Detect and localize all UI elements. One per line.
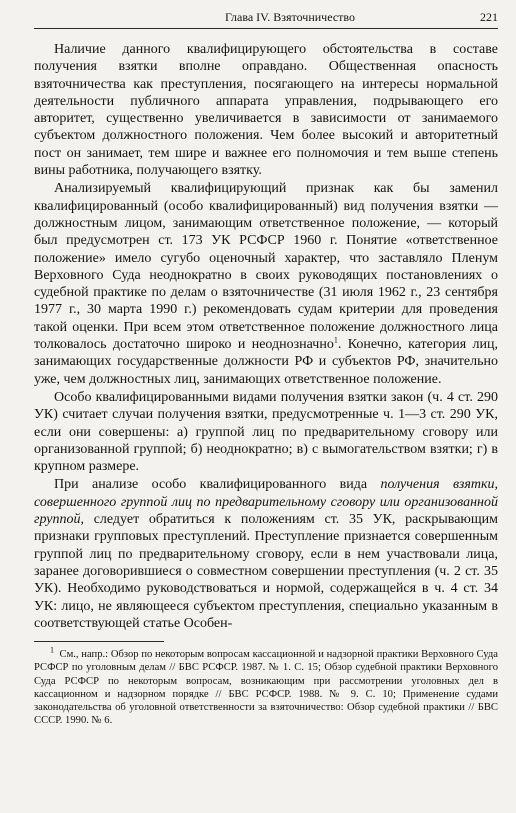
chapter-title: Глава IV. Взяточничество (224, 10, 355, 24)
paragraph: Особо квалифицированными видами получения взятки закон (ч. 4 ст. 290 УК) считает случаи получения взятки, предусмотренные ч. 1—3 ст. 290 УК, если они совершены: а) группой лиц по предварительному сговору или организованной группой; б) неоднократно; в) с вымогательством взятки; г) в крупном размере. (34, 389, 498, 475)
paragraph-text: Анализируемый квалифицирующий признак как бы заменил квалифицированный (особо квалифицированный) вид получения взятки — должностным лицом, занимающим ответственное положение, — который был предусмотрен ст. 173 УК РСФСР 1960 г. Понятие «ответственное положение» имело сугубо оценочный характер, что заставляло Пленум Верховного Суда неоднократно в своих руководящих постановлениях о судебной практике по делам о взяточничестве (31 июля 1962 г., 23 сентября 1977 г., 30 марта 1990 г.) рекомендовать судам критерии для проведения такой оценки. При всем этом ответственное положение должностного лица толковалось достаточно широко и неоднозначно (34, 181, 498, 353)
paragraph (34, 180, 498, 388)
footnote-text: См., напр.: Обзор по некоторым вопросам кассационной и надзорной практики Верховного Суда РСФСР по уголовным делам // БВС РСФСР. 1987. № 1. С. 15; Обзор судебной практики Верховного Суда РСФСР по некоторым вопросам, возникающим при рассмотрении уголовных дел в кассационном и надзорном порядке // БВС РСФСР. 1988. № 9. С. 10; Применение судами законодательства об уголовной ответственности за взяточничество: Обзор судебной практики // БВС СССР. 1990. № 6. (34, 649, 499, 727)
paragraph-text: При анализе особо квалифицированного вида (54, 477, 381, 493)
footnote-reference[interactable]: 1 (333, 335, 338, 345)
paragraph-text: , следует обратиться к положениям ст. 35 УК, раскрывающим признаки групповых преступлений. Преступление признается совершенным группой лиц по предварительному сговору, если в нем участвовали лица, заранее договорившиеся о совместном совершении преступления (ч. 2 ст. 35 УК). Необходимо руководствоваться и нормой, содержащейся в ч. 4 ст. 34 УК: лицо, не являющееся субъектом преступления, специально указанным в соответствующей статье Особен- (34, 512, 498, 631)
paragraph: Наличие данного квалифицирующего обстоятельства в составе получения взятки вполне оправдано. Общественная опасность взяточничества как преступления, посягающего на интересы нормальной деятельности публичного аппарата управления, подрывающего его авторитет, существенно увеличивается в зависимости от занимаемого субъектом должностного положения. Чем более высокий и авторитетный пост он занимает, тем шире и важнее его полномочия и тем выше степень вины работника, получающего взятку. (34, 42, 498, 179)
footnote (34, 645, 499, 727)
footnote-divider (34, 641, 164, 642)
footnote-mark: 1 (50, 645, 54, 655)
emphasized-text: получения взятки, совершенного группой лиц по предварительному сговору или организованной группой (34, 477, 498, 528)
paragraph-text: . Конечно, категория лиц, занимающих государственные должности РФ и субъектов РФ, значительно уже, чем должностных лиц, занимающих ответственное положение. (34, 337, 498, 387)
paragraph (34, 476, 498, 632)
running-header (34, 10, 498, 29)
page-number: 221 (480, 10, 498, 24)
main-text (34, 41, 498, 632)
